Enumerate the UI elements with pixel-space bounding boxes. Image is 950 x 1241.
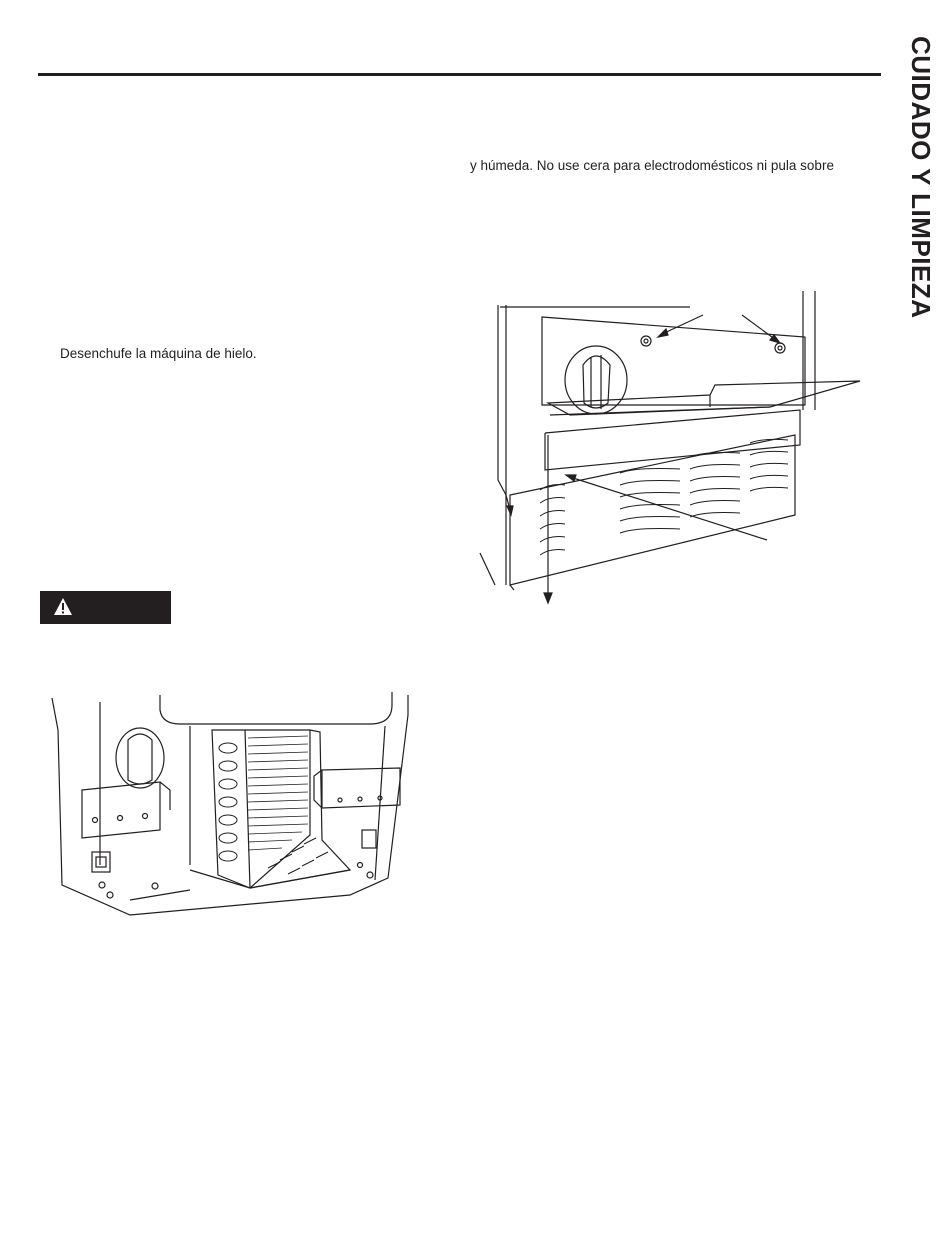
- header-rule: [38, 73, 881, 76]
- warning-badge: [40, 591, 171, 624]
- ice-maker-front-grille-illustration: [470, 285, 870, 615]
- section-side-title: CUIDADO Y LIMPIEZA: [906, 36, 936, 319]
- wipe-instruction-text: y húmeda. No use cera para electrodomésticos ni pula sobre: [470, 158, 834, 173]
- ice-maker-rear-condenser-illustration: [40, 690, 420, 920]
- warning-triangle-icon: [53, 597, 73, 617]
- unplug-instruction-text: Desenchufe la máquina de hielo.: [60, 346, 257, 361]
